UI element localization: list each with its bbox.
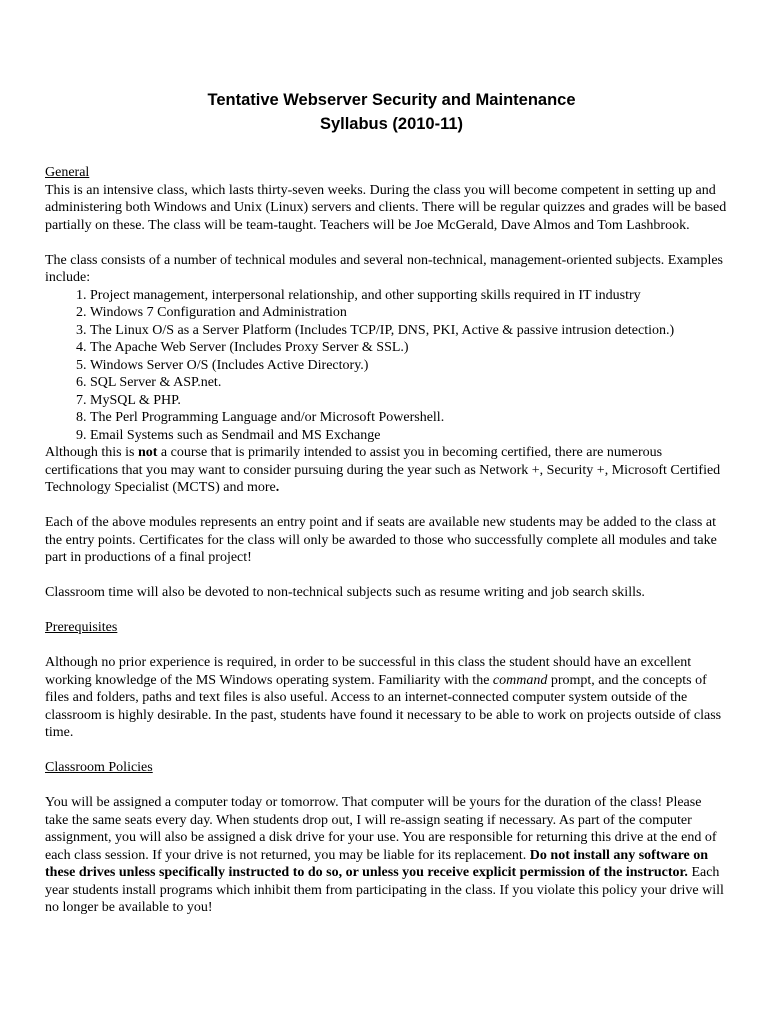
policies-heading: Classroom Policies	[45, 760, 153, 775]
list-item: 1. Project management, interpersonal relationship, and other supporting skills required in IT industry	[90, 287, 728, 305]
modules-intro: The class consists of a number of technical modules and several non-technical, management-oriented subjects. Examples include:	[45, 252, 723, 285]
title-line-2: Syllabus (2010-11)	[319, 115, 464, 133]
entry-points-paragraph: Each of the above modules represents an entry point and if seats are available new students may be added to the class at the entry points. Certificates for the class will only be awarded to those who successfully complete all modules and take part in productions of a final project!	[45, 515, 717, 565]
certification-paragraph: Although this is not a course that is primarily intended to assist you in becoming certified, there are numerous certifications that you may want to consider pursuing during the year such as Network +, Security +, Microsoft Certified Technology Specialist (MCTS) and more.	[45, 445, 721, 495]
document-body	[45, 164, 728, 917]
modules-list	[45, 287, 728, 445]
list-item: 7. MySQL & PHP.	[90, 392, 728, 410]
general-intro: This is an intensive class, which lasts thirty-seven weeks. During the class you will become competent in setting up and administering both Windows and Unix (Linux) servers and clients. There will be regular quizzes and grades will be based partially on these. The class will be team-taught. Teachers will be Joe McGerald, Dave Almos and Tom Lashbrook.	[45, 182, 727, 233]
page-title	[45, 88, 728, 136]
list-item: 3. The Linux O/S as a Server Platform (Includes TCP/IP, DNS, PKI, Active & passive intrusion detection.)	[90, 322, 728, 340]
list-item: 2. Windows 7 Configuration and Administration	[90, 304, 728, 322]
list-item: 8. The Perl Programming Language and/or Microsoft Powershell.	[90, 409, 728, 427]
list-item: 4. The Apache Web Server (Includes Proxy Server & SSL.)	[90, 339, 728, 357]
general-heading: General	[45, 165, 90, 180]
title-line-1: Tentative Webserver Security and Maintenance	[207, 91, 576, 109]
classroom-time-paragraph: Classroom time will also be devoted to non-technical subjects such as resume writing and job search skills.	[45, 585, 645, 600]
list-item: 5. Windows Server O/S (Includes Active Directory.)	[90, 357, 728, 375]
prerequisites-paragraph: Although no prior experience is required, in order to be successful in this class the student should have an excellent working knowledge of the MS Windows operating system. Familiarity with the command prompt, and the concepts of files and folders, paths and text files is also useful. Access to an internet-connected computer system outside of the classroom is highly desirable. In the past, students have found it necessary to be able to work on projects outside of class time.	[45, 655, 722, 740]
prerequisites-heading: Prerequisites	[45, 620, 118, 635]
list-item: 6. SQL Server & ASP.net.	[90, 374, 728, 392]
list-item: 9. Email Systems such as Sendmail and MS Exchange	[90, 427, 728, 445]
policies-paragraph: You will be assigned a computer today or tomorrow. That computer will be yours for the duration of the class! Please take the same seats every day. When students drop out, I will re-assign seating if necessary. As part of the computer assignment, you will also be assigned a disk drive for your use. You are responsible for returning this drive at the end of each class session. If your drive is not returned, you may be liable for its replacement. Do not install any software on these drives unless specifically instructed to do so, or unless you receive explicit permission of the instructor. Each year students install programs which inhibit them from participating in the class. If you violate this policy your drive will no longer be available to you!	[45, 795, 724, 915]
